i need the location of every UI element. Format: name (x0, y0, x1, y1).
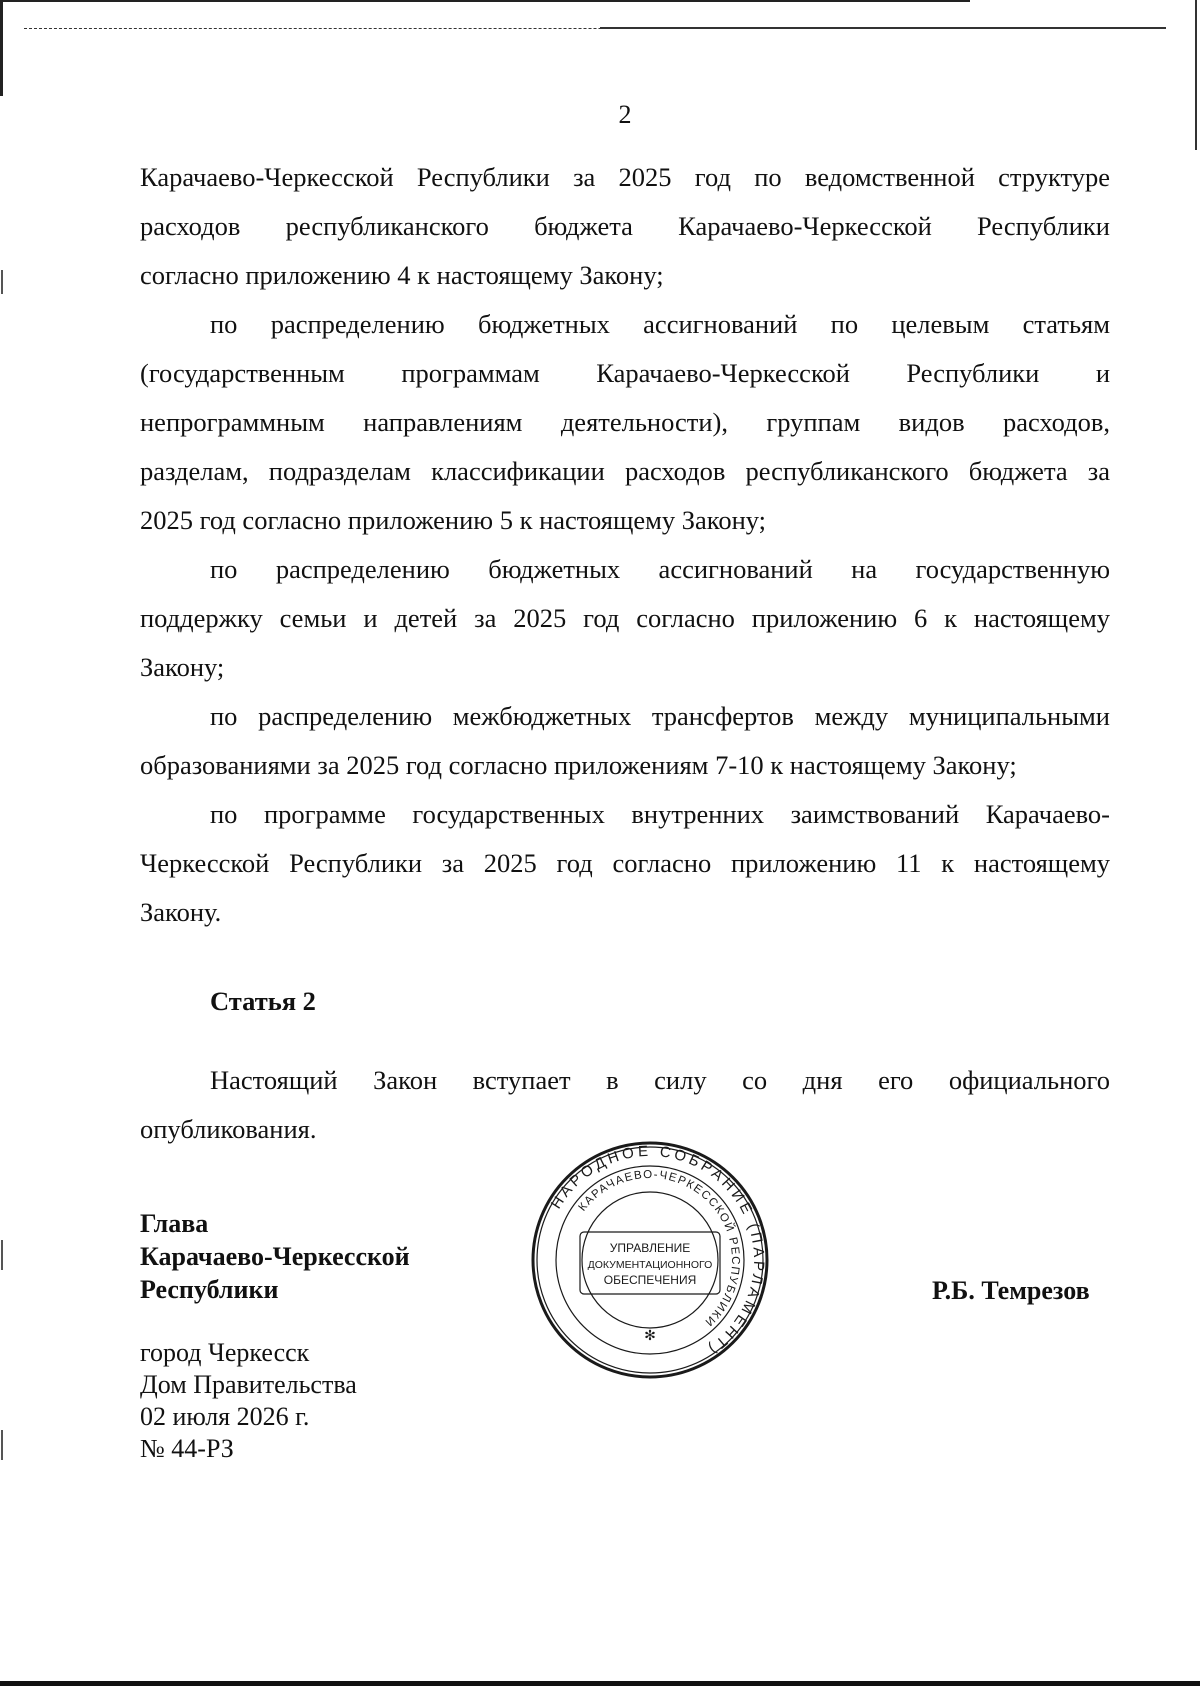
article-heading: Статья 2 (210, 986, 316, 1016)
paragraph (140, 300, 1110, 545)
text-line: (государственным программам Карачаево-Черкесской Республики и (140, 358, 1110, 388)
text-line: образованиями за 2025 год согласно приложениям 7-10 к настоящему Закону; (140, 750, 1017, 780)
signing-detail-line: Дом Правительства (140, 1370, 357, 1399)
text-line: согласно приложению 4 к настоящему Закону; (140, 260, 664, 290)
text-line: опубликования. (140, 1114, 317, 1144)
paragraph (140, 692, 1110, 790)
text-line: Черкесской Республики за 2025 год согласно приложению 11 к настоящему (140, 848, 1110, 878)
signatory-title-line: Республики (140, 1275, 279, 1304)
text-line: разделам, подразделам классификации расходов республиканского бюджета за (140, 456, 1110, 486)
text-line: по распределению межбюджетных трансфертов между муниципальными (210, 701, 1110, 731)
seal-outer-text: НАРОДНОЕ СОБРАНИЕ (ПАРЛАМЕНТ) (547, 1142, 768, 1360)
text-line: непрограммным направлениям деятельности), группам видов расходов, (140, 407, 1110, 437)
text-line: поддержку семьи и детей за 2025 год согласно приложению 6 к настоящему (140, 603, 1110, 633)
signatory-name: Р.Б. Темрезов (932, 1276, 1090, 1305)
seal-inner-text: КАРАЧАЕВО-ЧЕРКЕССКОЙ РЕСПУБЛИКИ (576, 1168, 742, 1329)
text-line: Карачаево-Черкесской Республики за 2025 год по ведомственной структуре (140, 162, 1110, 192)
paragraph (140, 790, 1110, 937)
signing-detail-line: 02 июля 2026 г. (140, 1402, 310, 1431)
text-line: по программе государственных внутренних заимствований Карачаево- (210, 799, 1110, 829)
scan-mark (1, 1240, 3, 1270)
text-line: Настоящий Закон вступает в силу со дня его официального (210, 1065, 1110, 1095)
seal-center-line: ДОКУМЕНТАЦИОННОГО (587, 1259, 713, 1271)
signing-details (140, 1337, 357, 1465)
scan-line (600, 27, 1166, 29)
paragraph (140, 153, 1110, 300)
signing-detail-line: № 44-РЗ (140, 1434, 234, 1463)
signatory-title-line: Карачаево-Черкесской (140, 1242, 410, 1271)
signatory-title-line: Глава (140, 1209, 209, 1238)
scan-mark (1, 270, 3, 294)
text-line: Закону. (140, 897, 222, 927)
scan-edge-top (0, 0, 970, 2)
scan-mark (1, 1430, 3, 1460)
text-line: расходов республиканского бюджета Карачаево-Черкесской Республики (140, 211, 1110, 241)
seal-center-line: УПРАВЛЕНИЕ (609, 1241, 691, 1255)
signatory-title (140, 1207, 410, 1306)
text-line: по распределению бюджетных ассигнований на государственную (210, 554, 1110, 584)
signing-detail-line: город Черкесск (140, 1338, 310, 1367)
seal-center-line: ОБЕСПЕЧЕНИЯ (603, 1273, 697, 1287)
body-paragraphs (140, 153, 1110, 937)
scan-edge-left (0, 0, 3, 96)
text-line: Закону; (140, 652, 225, 682)
seal-star-icon: ✻ (644, 1329, 656, 1344)
seal-center-text (588, 1241, 713, 1287)
paragraph (140, 545, 1110, 692)
text-line: 2025 год согласно приложению 5 к настоящему Закону; (140, 505, 767, 535)
scan-edge-bottom (0, 1681, 1200, 1686)
text-line: по распределению бюджетных ассигнований по целевым статьям (210, 309, 1110, 339)
page-number: 2 (618, 100, 632, 129)
official-seal (530, 1140, 770, 1380)
